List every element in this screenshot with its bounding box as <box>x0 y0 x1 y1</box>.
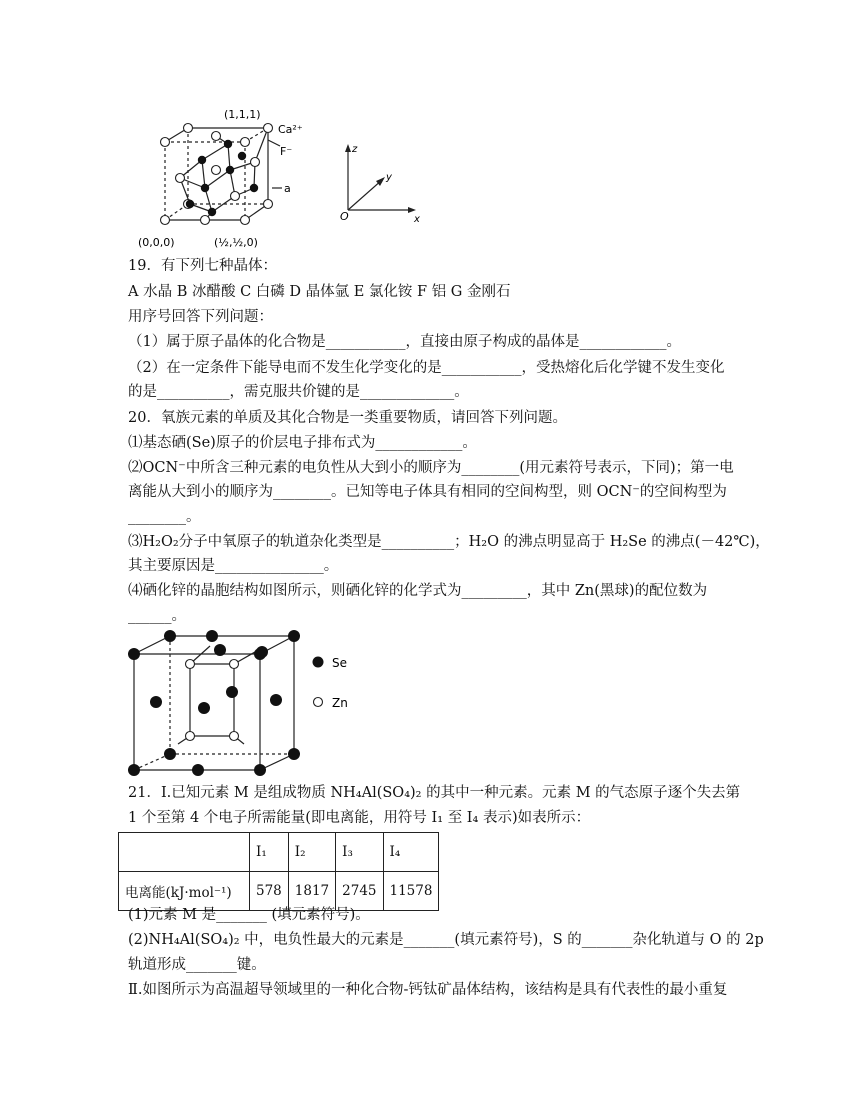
q20-part3a: ⑶H₂O₂分子中氧原子的轨道杂化类型是__________；H₂O 的沸点明显高于 H₂Se 的沸点(－42℃)， <box>128 534 770 550</box>
q21-part2a: (2)NH₄Al(SO₄)₂ 中，电负性最大的元素是_______(填元素符号)，S 的_______杂化轨道与 O 的 2p <box>128 932 764 948</box>
q20-title: 20．氧族元素的单质及其化合物是一类重要物质，请回答下列问题。 <box>128 410 567 426</box>
legend-zn: Zn <box>332 696 348 710</box>
axis-z-label: z <box>352 144 358 155</box>
row-label: 电离能(kJ·mol⁻¹) <box>119 872 250 911</box>
ionization-table <box>118 832 439 911</box>
q21-line2: 1 个至第 4 个电子所需能量(即电离能，用符号 I₁ 至 I₄ 表示)如表所示： <box>128 810 591 826</box>
q21-line1: 21．Ⅰ.已知元素 M 是组成物质 NH₄Al(SO₄)₂ 的其中一种元素。元素 M 的气态原子逐个失去第 <box>128 785 741 801</box>
q20-part1: ⑴基态硒(Se)原子的价层电子排布式为____________。 <box>128 435 477 451</box>
table-header-cell <box>119 833 250 872</box>
q21-part1: (1)元素 M 是_______ (填元素符号)。 <box>128 907 370 923</box>
q20-part2b: 离能从大到小的顺序为________。已知等电子体具有相同的空间构型，则 OCN⁻的空间构型为 <box>128 484 727 500</box>
q19-part2a: （2）在一定条件下能导电而不发生化学变化的是___________，受热熔化后化学键不发生变化 <box>128 360 725 376</box>
q21-part2b: 轨道形成_______键。 <box>128 957 266 973</box>
label-a: a <box>284 182 291 195</box>
q19-options: A 水晶 B 冰醋酸 C 白磷 D 晶体氩 E 氯化铵 F 铝 G 金刚石 <box>128 284 511 300</box>
q20-part2a: ⑵OCN⁻中所含三种元素的电负性从大到小的顺序为________(用元素符号表示，下同)；第一电 <box>128 460 734 476</box>
table-header-cell: I₁ <box>250 833 289 872</box>
q20-part2c: ________。 <box>128 509 201 525</box>
q20-part4b: ______。 <box>128 608 186 624</box>
q19-instruction: 用序号回答下列问题： <box>128 309 273 325</box>
label-bottom: (½,½,0) <box>214 236 258 249</box>
table-cell: 578 <box>250 872 289 911</box>
label-ca: Ca²⁺ <box>278 123 303 136</box>
q20-part4a: ⑷硒化锌的晶胞结构如图所示，则硒化锌的化学式为_________，其中 Zn(黑球)的配位数为 <box>128 583 708 599</box>
table-header-cell: I₂ <box>288 833 335 872</box>
q19-part2b: 的是__________，需克服共价键的是_____________。 <box>128 384 469 400</box>
q19-title: 19．有下列七种晶体： <box>128 258 277 274</box>
table-header-cell: I₄ <box>383 833 439 872</box>
axis-y-label: y <box>386 172 392 183</box>
table-header-row <box>119 833 439 872</box>
znse-cell-figure <box>120 626 360 782</box>
q19-part1: （1）属于原子晶体的化合物是___________，直接由原子构成的晶体是____________。 <box>128 334 681 350</box>
table-cell: 1817 <box>288 872 335 911</box>
caf2-cell-figure <box>138 100 450 260</box>
axis-x-label: x <box>414 214 420 225</box>
q20-part3b: 其主要原因是_______________。 <box>128 558 339 574</box>
label-origin: (0,0,0) <box>138 236 175 249</box>
axis-origin-label: O <box>340 210 349 223</box>
legend-se: Se <box>332 656 347 670</box>
q21-part3: Ⅱ.如图所示为高温超导领域里的一种化合物-钙钛矿晶体结构，该结构是具有代表性的最小重复 <box>128 982 728 998</box>
table-header-cell: I₃ <box>336 833 383 872</box>
table-cell: 2745 <box>336 872 383 911</box>
table-cell: 11578 <box>383 872 439 911</box>
label-111: (1,1,1) <box>224 108 261 121</box>
label-f: F⁻ <box>280 145 293 158</box>
